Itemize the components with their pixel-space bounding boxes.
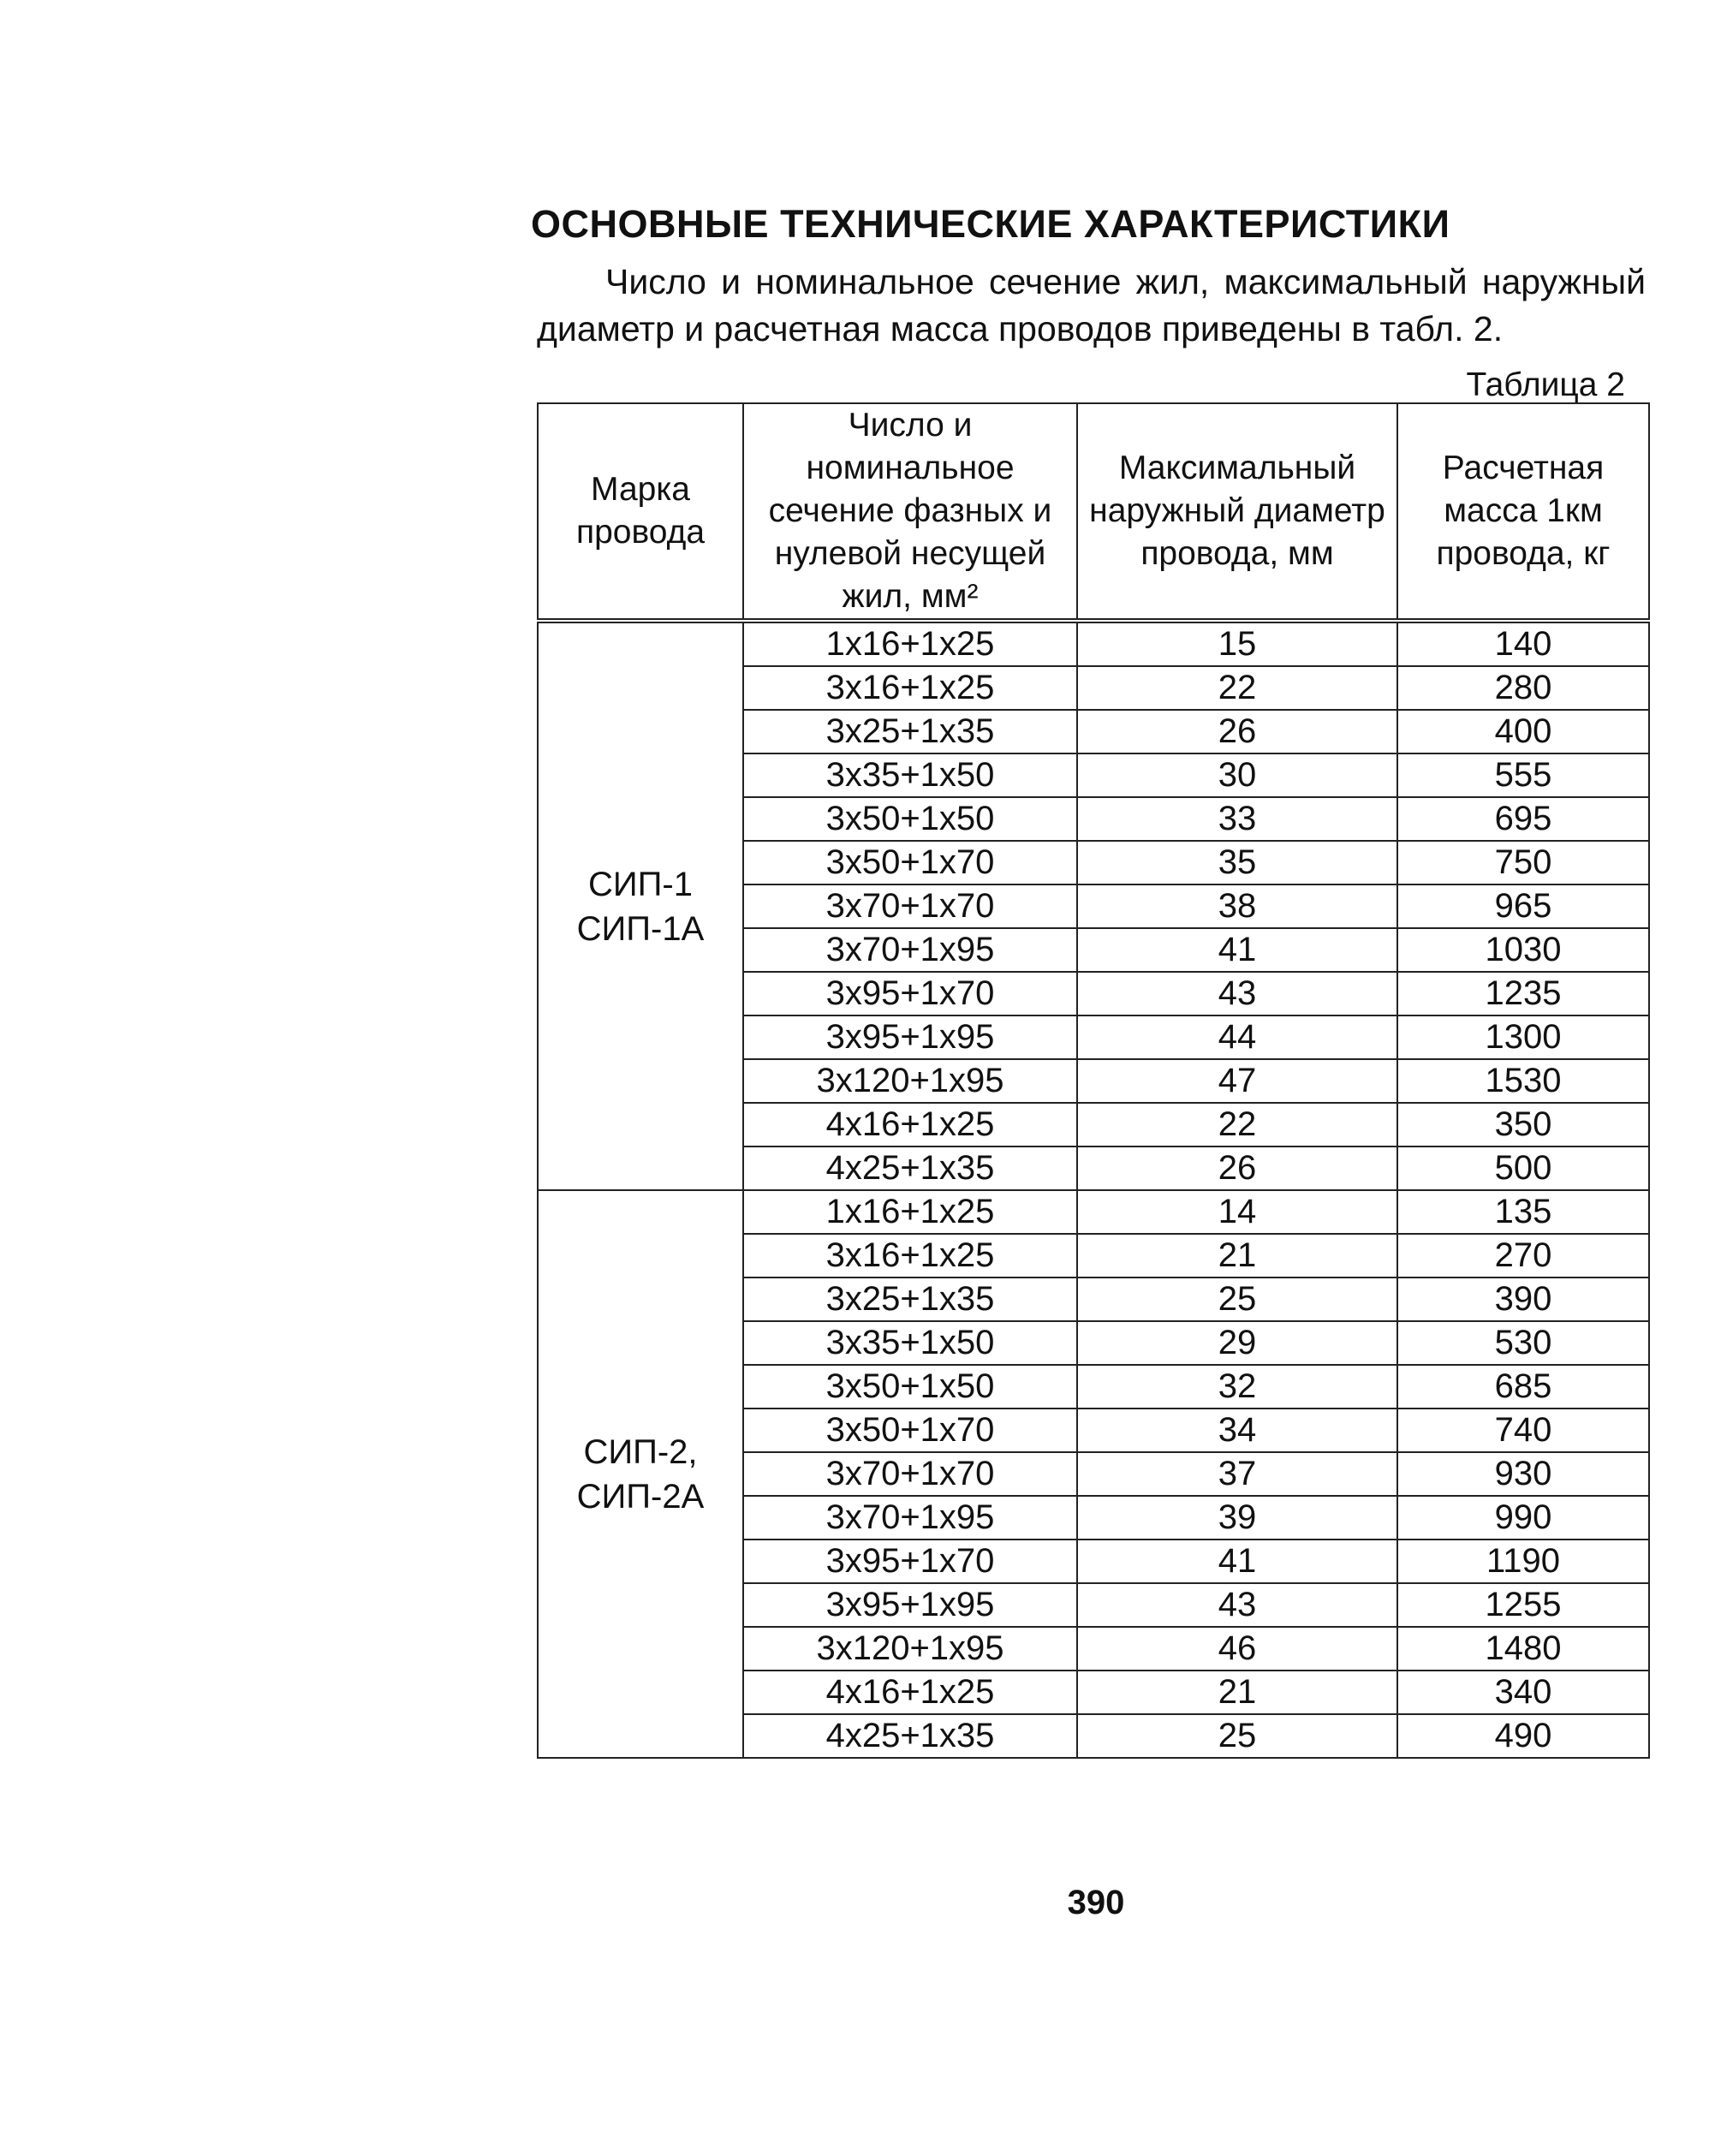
mass-cell: 740 — [1397, 1409, 1649, 1452]
mass-cell: 350 — [1397, 1103, 1649, 1146]
diameter-cell: 41 — [1077, 1540, 1397, 1583]
intro-paragraph: Число и номинальное сечение жил, максимальный наружный диаметр и расчетная масса проводов приведены в табл. 2. — [537, 262, 1646, 348]
cores-cell: 3х50+1х70 — [743, 1409, 1077, 1452]
section-heading: ОСНОВНЫЕ ТЕХНИЧЕСКИЕ ХАРАКТЕРИСТИКИ — [531, 202, 1450, 246]
mass-cell: 695 — [1397, 797, 1649, 841]
mass-cell: 965 — [1397, 884, 1649, 928]
brand-cell — [538, 621, 743, 1190]
mass-cell: 530 — [1397, 1321, 1649, 1365]
mass-cell: 930 — [1397, 1452, 1649, 1496]
diameter-cell: 21 — [1077, 1671, 1397, 1714]
cores-cell: 3х35+1х50 — [743, 753, 1077, 797]
table-row — [538, 1190, 1649, 1234]
brand-name: СИП-2А — [576, 1477, 705, 1516]
diameter-cell: 43 — [1077, 1583, 1397, 1627]
diameter-cell: 33 — [1077, 797, 1397, 841]
mass-cell: 685 — [1397, 1365, 1649, 1409]
diameter-cell: 26 — [1077, 1146, 1397, 1190]
diameter-cell: 32 — [1077, 1365, 1397, 1409]
cores-cell: 4х16+1х25 — [743, 1103, 1077, 1146]
cores-cell: 3х120+1х95 — [743, 1059, 1077, 1103]
mass-cell: 280 — [1397, 666, 1649, 710]
mass-cell: 750 — [1397, 841, 1649, 884]
mass-cell: 555 — [1397, 753, 1649, 797]
mass-cell: 1480 — [1397, 1627, 1649, 1671]
header-diameter: Максимальный наружный диаметр провода, мм — [1077, 403, 1397, 621]
cores-cell: 1х16+1х25 — [743, 1190, 1077, 1234]
mass-cell: 990 — [1397, 1496, 1649, 1540]
table-body — [538, 621, 1649, 1758]
diameter-cell: 35 — [1077, 841, 1397, 884]
mass-cell: 390 — [1397, 1278, 1649, 1321]
diameter-cell: 22 — [1077, 666, 1397, 710]
table-header — [538, 403, 1649, 621]
cores-cell: 3х95+1х95 — [743, 1015, 1077, 1059]
cores-cell: 1х16+1х25 — [743, 621, 1077, 666]
brand-name: СИП-1 — [588, 865, 693, 903]
diameter-cell: 34 — [1077, 1409, 1397, 1452]
diameter-cell: 38 — [1077, 884, 1397, 928]
brand-name: СИП-1А — [576, 909, 705, 948]
cores-cell: 3х70+1х70 — [743, 884, 1077, 928]
mass-cell: 1530 — [1397, 1059, 1649, 1103]
diameter-cell: 26 — [1077, 710, 1397, 753]
diameter-cell: 14 — [1077, 1190, 1397, 1234]
cores-cell: 3х50+1х50 — [743, 1365, 1077, 1409]
mass-cell: 1235 — [1397, 972, 1649, 1015]
header-row — [538, 403, 1649, 621]
cores-cell: 3х95+1х70 — [743, 1540, 1077, 1583]
diameter-cell: 37 — [1077, 1452, 1397, 1496]
mass-cell: 400 — [1397, 710, 1649, 753]
diameter-cell: 47 — [1077, 1059, 1397, 1103]
cores-cell: 3х95+1х70 — [743, 972, 1077, 1015]
mass-cell: 135 — [1397, 1190, 1649, 1234]
header-mass: Расчетная масса 1км провода, кг — [1397, 403, 1649, 621]
diameter-cell: 15 — [1077, 621, 1397, 666]
diameter-cell: 22 — [1077, 1103, 1397, 1146]
cores-cell: 3х120+1х95 — [743, 1627, 1077, 1671]
mass-cell: 490 — [1397, 1714, 1649, 1758]
cores-cell: 3х70+1х70 — [743, 1452, 1077, 1496]
cores-cell: 3х35+1х50 — [743, 1321, 1077, 1365]
brand-cell — [538, 1190, 743, 1758]
mass-cell: 1030 — [1397, 928, 1649, 972]
diameter-cell: 29 — [1077, 1321, 1397, 1365]
diameter-cell: 46 — [1077, 1627, 1397, 1671]
cores-cell: 3х95+1х95 — [743, 1583, 1077, 1627]
mass-cell: 340 — [1397, 1671, 1649, 1714]
cores-cell: 4х25+1х35 — [743, 1714, 1077, 1758]
cores-cell: 3х50+1х50 — [743, 797, 1077, 841]
page-number: 390 — [1067, 1884, 1125, 1921]
header-brand: Марка провода — [538, 403, 743, 621]
diameter-cell: 30 — [1077, 753, 1397, 797]
cores-cell: 4х16+1х25 — [743, 1671, 1077, 1714]
cores-cell: 3х70+1х95 — [743, 928, 1077, 972]
cores-cell: 3х25+1х35 — [743, 1278, 1077, 1321]
diameter-cell: 25 — [1077, 1278, 1397, 1321]
diameter-cell: 21 — [1077, 1234, 1397, 1278]
mass-cell: 500 — [1397, 1146, 1649, 1190]
mass-cell: 1255 — [1397, 1583, 1649, 1627]
cores-cell: 3х16+1х25 — [743, 1234, 1077, 1278]
cores-cell: 3х50+1х70 — [743, 841, 1077, 884]
mass-cell: 1190 — [1397, 1540, 1649, 1583]
header-cores: Число и номинальное сечение фазных и нулевой несущей жил, мм² — [743, 403, 1077, 621]
mass-cell: 1300 — [1397, 1015, 1649, 1059]
mass-cell: 140 — [1397, 621, 1649, 666]
diameter-cell: 44 — [1077, 1015, 1397, 1059]
table-row — [538, 621, 1649, 666]
table-caption: Таблица 2 — [1466, 366, 1625, 403]
cores-cell: 3х16+1х25 — [743, 666, 1077, 710]
diameter-cell: 43 — [1077, 972, 1397, 1015]
cores-cell: 3х70+1х95 — [743, 1496, 1077, 1540]
cores-cell: 3х25+1х35 — [743, 710, 1077, 753]
diameter-cell: 25 — [1077, 1714, 1397, 1758]
brand-name: СИП-2, — [583, 1432, 698, 1471]
diameter-cell: 41 — [1077, 928, 1397, 972]
diameter-cell: 39 — [1077, 1496, 1397, 1540]
specs-table — [537, 402, 1650, 1759]
cores-cell: 4х25+1х35 — [743, 1146, 1077, 1190]
mass-cell: 270 — [1397, 1234, 1649, 1278]
